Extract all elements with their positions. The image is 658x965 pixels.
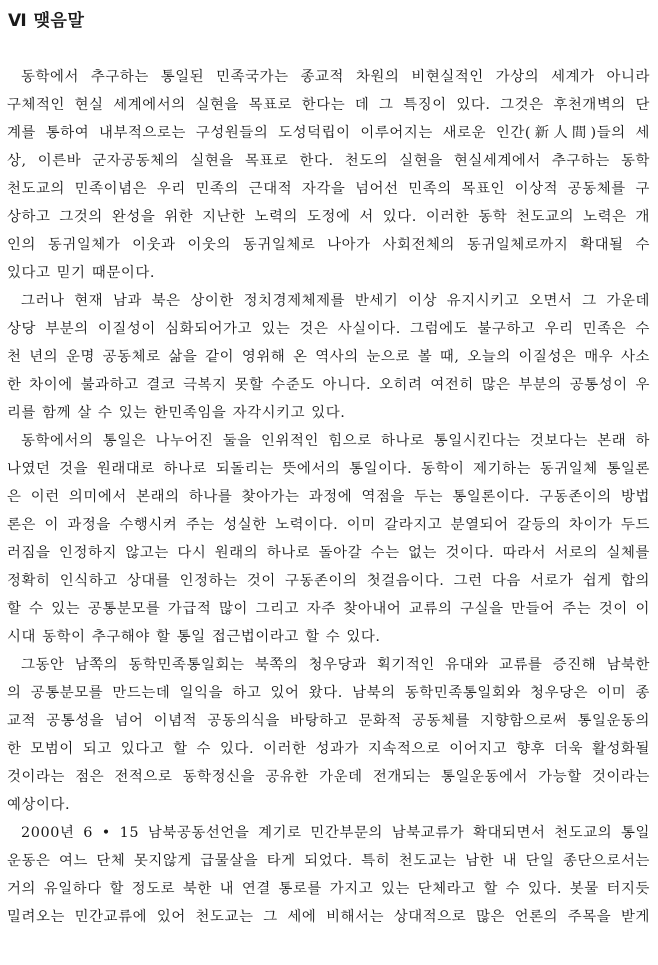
text-line: 정확히 인식하고 상대를 인정하는 것이 구동존이의 첫걸음이다. 그런 다음 서로가 쉽게 합의: [7, 573, 650, 589]
body-text: [7, 63, 650, 931]
text-line: 운동은 여느 단체 못지않게 급물살을 타게 되었다. 특히 천도교는 남한 내 단일 종단으로서는: [7, 853, 650, 869]
text-line: 동학에서의 통일은 나누어진 둘을 인위적인 힘으로 하나로 통일시킨다는 것보다는 본래 하: [21, 433, 650, 449]
text-line: 거의 유일하다 할 정도로 북한 내 연결 통로를 가지고 있는 단체라고 할 수 있다. 봇물 터지듯: [7, 881, 650, 897]
text-line: 한 차이에 불과하고 결코 극복지 못할 수준도 아니다. 오히려 여전히 많은 부분의 공통성이 우: [7, 377, 650, 393]
text-line: 천 년의 운명 공동체로 삶을 같이 영위해 온 역사의 눈으로 볼 때, 오늘의 이질성은 매우 사소: [7, 349, 650, 365]
text-line: 상하고 그것의 완성을 위한 지난한 노력의 도정에 서 있다. 이러한 동학 천도교의 노력은 개: [7, 209, 650, 225]
text-line: 천도교의 민족이념은 우리 민족의 근대적 자각을 넘어선 민족의 목표인 이상적 공동체를 구: [7, 181, 650, 197]
text-line: 그러나 현재 남과 북은 상이한 정치경제체제를 반세기 이상 유지시키고 오면서 그 가운데: [21, 293, 650, 309]
text-line: 2000년 6 • 15 남북공동선언을 계기로 민간부문의 남북교류가 확대되면서 천도교의 통일: [21, 825, 650, 841]
paragraph-2: [7, 287, 650, 427]
text-line: 시대 동학이 추구해야 할 통일 접근법이라고 할 수 있다.: [7, 629, 381, 645]
text-line: 상, 이른바 군자공동체의 실현을 목표로 한다. 천도의 실현을 현실세계에서 추구하는 동학: [7, 153, 650, 169]
text-line: 계를 통하여 내부적으로는 구성원들의 도성덕립이 이루어지는 새로운 인간(新人間)들의 세: [7, 125, 650, 141]
text-line: 그동안 남쪽의 동학민족통일회는 북쪽의 청우당과 획기적인 유대와 교류를 증진해 남북한: [21, 657, 650, 673]
text-line: 상당 부분의 이질성이 심화되어가고 있는 것은 사실이다. 그럼에도 불구하고 우리 민족은 수: [7, 321, 650, 337]
text-line: 은 이런 의미에서 본래의 하나를 찾아가는 과정에 역점을 두는 통일론이다. 구동존이의 방법: [7, 489, 650, 505]
text-line: 인의 동귀일체가 이웃과 이웃의 동귀일체로 나아가 사회전체의 동귀일체로까지 확대될 수: [7, 237, 650, 253]
paragraph-4: [7, 651, 650, 819]
text-line: 동학에서 추구하는 통일된 민족국가는 종교적 차원의 비현실적인 가상의 세계가 아니라: [21, 69, 650, 85]
text-line: 구체적인 현실 세계에서의 실현을 목표로 한다는 데 그 특징이 있다. 그것은 후천개벽의 단: [7, 97, 650, 113]
text-line: 론은 이 과정을 수행시켜 주는 성실한 노력이다. 이미 갈라지고 분열되어 갈등의 차이가 두드: [7, 517, 650, 533]
text-line: 것이라는 점은 전적으로 동학정신을 공유한 가운데 전개되는 통일운동에서 가능할 것이라는: [7, 769, 650, 785]
text-line: 한 모범이 되고 있다고 할 수 있다. 이러한 성과가 지속적으로 이어지고 향후 더욱 활성화될: [7, 741, 650, 757]
paragraph-5: [7, 819, 650, 931]
text-line: 리를 함께 살 수 있는 한민족임을 자각시키고 있다.: [7, 405, 346, 421]
paragraph-1: [7, 63, 650, 287]
text-line: 러짐을 인정하지 않고는 다시 원래의 하나로 돌아갈 수는 없는 것이다. 따라서 서로의 실체를: [7, 545, 650, 561]
text-line: 의 공통분모를 만드는데 일익을 하고 있어 왔다. 남북의 동학민족통일회와 청우당은 이미 종: [7, 685, 650, 701]
section-heading: Ⅵ 맺음말: [8, 11, 85, 31]
paragraph-3: [7, 427, 650, 651]
text-line: 나였던 것을 원래대로 하나로 되돌리는 뜻에서의 통일이다. 동학이 제기하는 동귀일체 통일론: [7, 461, 650, 477]
text-line: 할 수 있는 공통분모를 가급적 많이 그리고 자주 찾아내어 교류의 구실을 만들어 주는 것이 이: [7, 601, 650, 617]
text-line: 있다고 믿기 때문이다.: [7, 265, 156, 281]
text-line: 예상이다.: [7, 797, 71, 813]
text-line: 밀려오는 민간교류에 있어 천도교는 그 세에 비해서는 상대적으로 많은 언론의 주목을 받게: [7, 909, 650, 925]
text-line: 교적 공통성을 넘어 이념적 공동의식을 바탕하고 문화적 공동체를 지향함으로써 통일운동의: [7, 713, 650, 729]
